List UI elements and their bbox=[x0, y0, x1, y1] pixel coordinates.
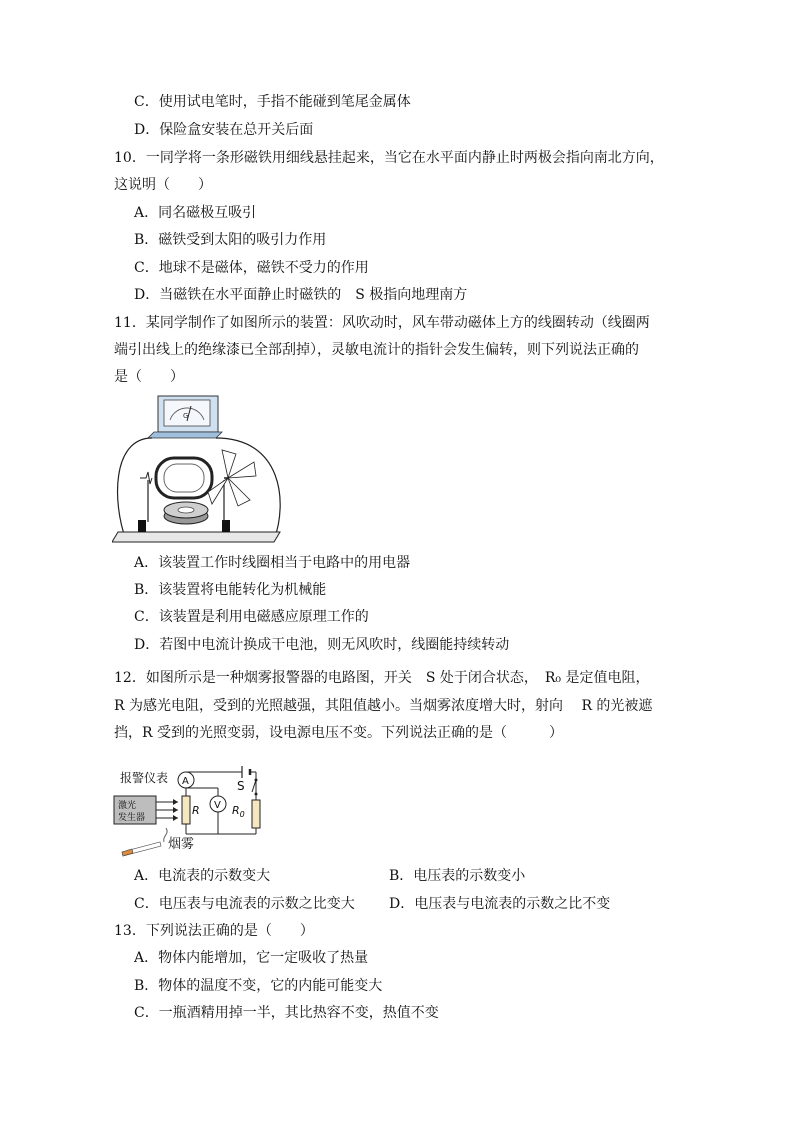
voltmeter-label: V bbox=[214, 800, 221, 811]
q12-stem-line3: 挡，R 受到的光照变弱，设电源电压不变。下列说法正确的是（ ） bbox=[114, 725, 563, 741]
r0-label: $R_0$ bbox=[232, 804, 245, 819]
q10-option-b: B．磁铁受到太阳的吸引力作用 bbox=[134, 232, 327, 248]
alarm-meter-label: 报警仪表 bbox=[120, 771, 169, 785]
q10-option-a: A．同名磁极互吸引 bbox=[134, 205, 257, 221]
q10-option-c: C．地球不是磁体，磁铁不受力的作用 bbox=[134, 260, 369, 276]
q12-option-c: C．电压表与电流表的示数之比变大 bbox=[134, 896, 355, 912]
switch-label: S bbox=[237, 779, 245, 793]
q10-option-d: D．当磁铁在水平面静止时磁铁的 S 极指向地理南方 bbox=[134, 287, 468, 303]
q11-option-c: C．该装置是利用电磁感应原理工作的 bbox=[134, 609, 369, 625]
q11-stem-line2: 端引出线上的绝缘漆已全部刮掉），灵敏电流计的指针会发生偏转，则下列说法正确的 bbox=[114, 342, 639, 358]
q11-option-a: A．该装置工作时线圈相当于电路中的用电器 bbox=[134, 555, 411, 571]
galvanometer-label: G bbox=[183, 412, 189, 420]
q12-figure-smoke-alarm-circuit bbox=[112, 756, 272, 860]
laser-label-1: 激光 bbox=[118, 801, 137, 811]
q11-stem-line3: 是（ ） bbox=[114, 369, 184, 385]
q12-stem-line2: R 为感光电阻，受到的光照越强，其阻值越小。当烟雾浓度增大时，射向 R 的光被遮 bbox=[114, 698, 653, 714]
q13-option-b: B．物体的温度不变，它的内能可能变大 bbox=[134, 978, 383, 994]
q13-option-a: A．物体内能增加，它一定吸收了热量 bbox=[134, 950, 369, 966]
smoke-label: 烟雾 bbox=[168, 837, 195, 852]
q11-option-b: B．该装置将电能转化为机械能 bbox=[134, 582, 327, 598]
q9-option-c: C．使用试电笔时，手指不能碰到笔尾金属体 bbox=[134, 94, 411, 110]
q11-option-d: D．若图中电流计换成干电池，则无风吹时，线圈能持续转动 bbox=[134, 637, 510, 653]
q12-stem-line1: 12．如图所示是一种烟雾报警器的电路图，开关 S 处于闭合状态， R₀ 是定值电阻， bbox=[114, 670, 650, 686]
q10-stem-line2: 这说明（ ） bbox=[114, 177, 212, 193]
q13-option-c: C．一瓶酒精用掉一半，其比热容不变，热值不变 bbox=[134, 1005, 439, 1021]
ammeter-label: A bbox=[182, 776, 189, 787]
q12-option-a: A．电流表的示数变大 bbox=[134, 868, 271, 884]
q12-option-b: B．电压表的示数变小 bbox=[389, 868, 526, 884]
q10-stem-line1: 10．一同学将一条形磁铁用细线悬挂起来，当它在水平面内静止时两极会指向南北方向， bbox=[114, 150, 664, 166]
q11-figure-generator bbox=[112, 392, 288, 548]
resistor-label: R bbox=[192, 804, 200, 817]
q13-stem: 13．下列说法正确的是（ ） bbox=[114, 923, 314, 939]
q11-stem-line1: 11．某同学制作了如图所示的装置：风吹动时，风车带动磁体上方的线圈转动（线圈两 bbox=[114, 315, 650, 331]
laser-label-2: 发生器 bbox=[118, 813, 146, 823]
q9-option-d: D．保险盒安装在总开关后面 bbox=[134, 122, 314, 138]
q12-option-d: D．电压表与电流表的示数之比不变 bbox=[389, 896, 611, 912]
